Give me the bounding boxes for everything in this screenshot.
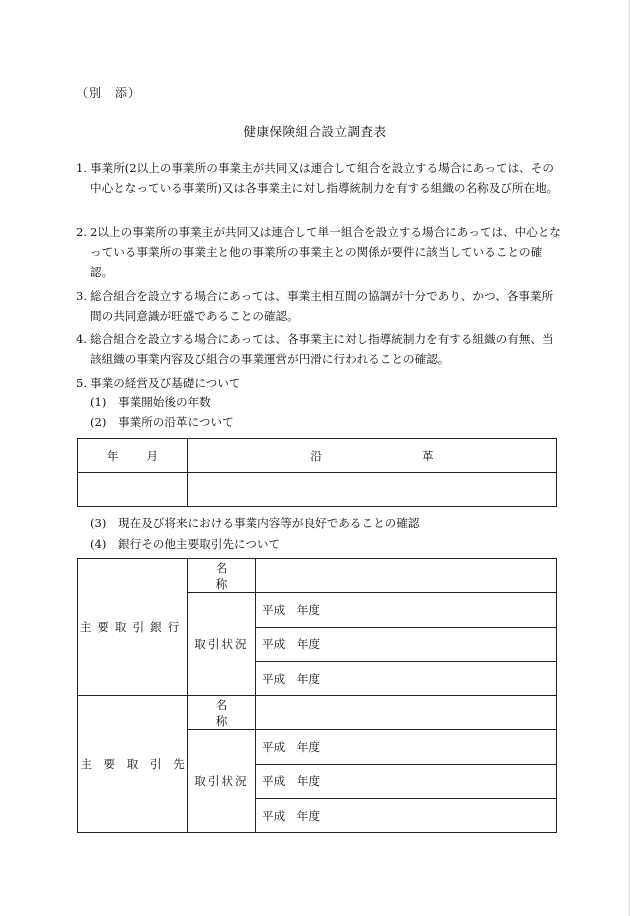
cell-history[interactable] (188, 473, 557, 507)
item-number: 3. (76, 289, 88, 303)
sub-item-number: (4) (90, 537, 107, 551)
item-number: 5. (76, 376, 88, 390)
sub-item (90, 514, 419, 532)
header-history: 沿革 (188, 439, 557, 473)
status-row: 平成 年度 (256, 730, 557, 764)
sub-item-number: (2) (90, 415, 107, 429)
item-text: 2以上の事業所の事業主が共同又は連合して単一組合を設立する場合にあっては、中心となっている事業所の事業主と他の事業所の事業主との関係が要件に該当していることの確認。 (90, 225, 562, 279)
sub-item (90, 393, 211, 411)
sub-item (90, 413, 234, 431)
sub-item (90, 535, 280, 553)
list-item (76, 158, 562, 198)
table-row (78, 439, 557, 473)
attachment-label: （別 添） (76, 86, 142, 100)
sub-item-number: (3) (90, 516, 107, 530)
item-text: 事業の経営及び基礎について (90, 376, 241, 390)
header-year-month: 年月 (78, 439, 188, 473)
main-bank-label: 主要取引銀行 (78, 559, 188, 696)
name-label: 名称 (188, 696, 256, 730)
item-number: 1. (76, 161, 88, 175)
status-row: 平成 年度 (256, 799, 557, 833)
history-table (77, 438, 557, 507)
cell-year-month[interactable] (78, 473, 188, 507)
sub-item-text: 現在及び将来における事業内容等が良好であることの確認 (118, 516, 420, 530)
list-item (76, 286, 562, 326)
status-row: 平成 年度 (256, 627, 557, 661)
name-value-cell[interactable] (256, 696, 557, 730)
item-text: 事業所(2以上の事業所の事業主が共同又は連合して組合を設立する場合にあっては、その中心となっている事業所)又は各事業主に対し指導統制力を有する組織の名称及び所在地。 (90, 161, 559, 195)
list-item (76, 329, 562, 369)
table-row (78, 696, 557, 730)
status-row: 平成 年度 (256, 593, 557, 627)
status-row: 平成 年度 (256, 764, 557, 798)
status-row: 平成 年度 (256, 661, 557, 695)
name-value-cell[interactable] (256, 559, 557, 593)
item-number: 4. (76, 332, 88, 346)
item-number: 2. (76, 225, 88, 239)
main-partner-label: 主 要 取 引 先 (78, 696, 188, 833)
status-label: 取引状況 (188, 730, 256, 833)
sub-item-text: 事業所の沿革について (118, 415, 234, 429)
document-title: 健康保険組合設立調査表 (243, 124, 387, 139)
sub-item-text: 事業開始後の年数 (118, 395, 211, 409)
status-label: 取引状況 (188, 593, 256, 696)
table-row (78, 559, 557, 593)
list-item (76, 222, 562, 282)
business-partners-table (77, 558, 557, 833)
item-text: 総合組合を設立する場合にあっては、事業主相互間の協調が十分であり、かつ、各事業所間の共同意識が旺盛であることの確認。 (90, 289, 554, 323)
name-label: 名称 (188, 559, 256, 593)
item-text: 総合組合を設立する場合にあっては、各事業主に対し指導統制力を有する組織の有無、当該組織の事業内容及び組合の事業運営が円滑に行われることの確認。 (90, 332, 554, 366)
list-item (76, 373, 562, 393)
sub-item-number: (1) (90, 395, 107, 409)
sub-item-text: 銀行その他主要取引先について (118, 537, 281, 551)
table-row (78, 473, 557, 507)
